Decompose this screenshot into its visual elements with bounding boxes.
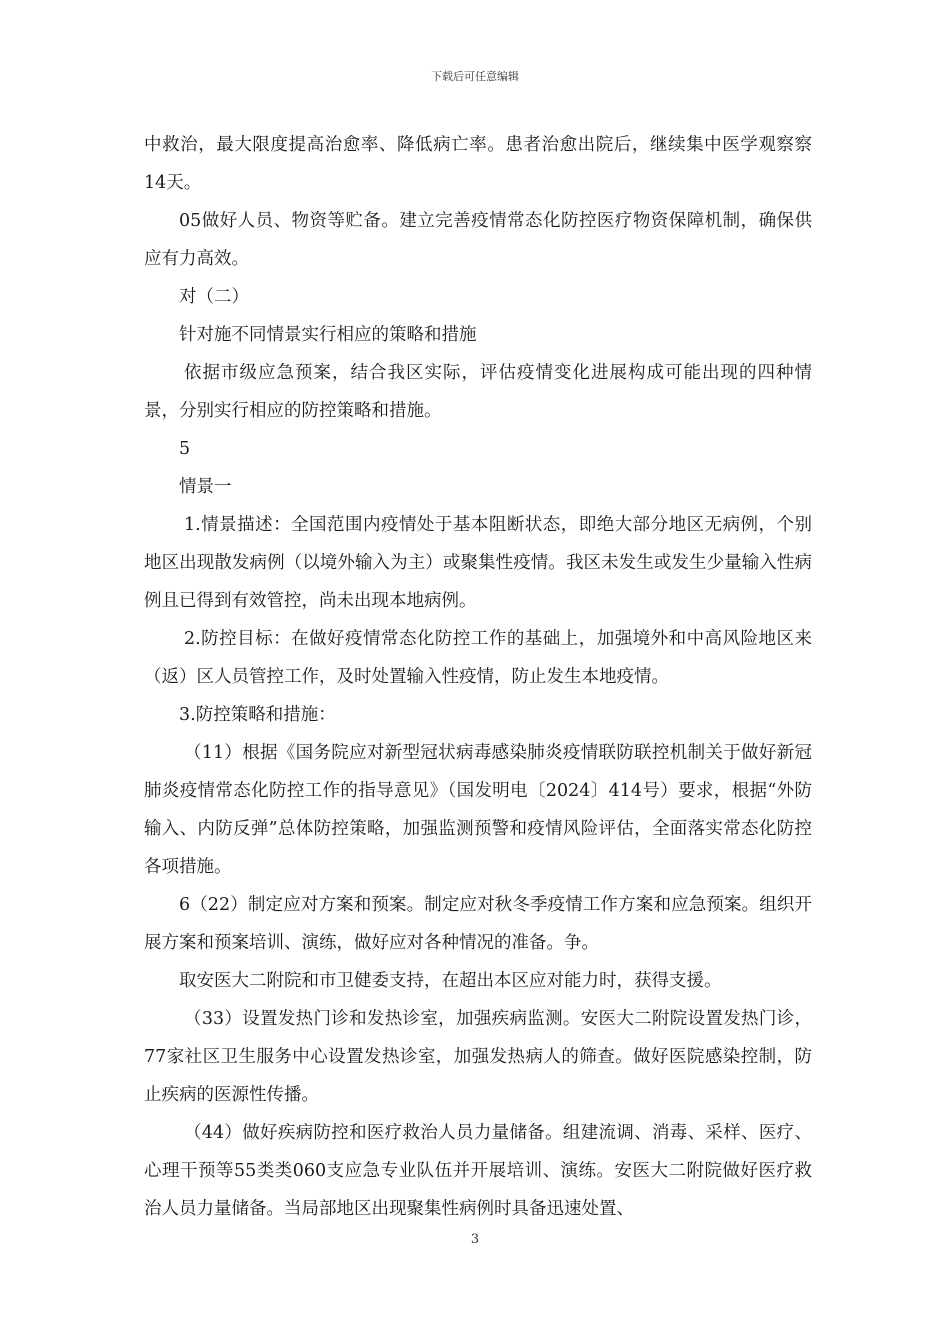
paragraph-2: 05做好人员、物资等贮备。建立完善疫情常态化防控医疗物资保障机制，确保供应有力高效。 [144,211,812,269]
measure-1: （11）根据《国务院应对新型冠状病毒感染肺炎疫情联防联控机制关于做好新冠肺炎疫情常态化防控工作的指导意见》（国发明电〔2024〕414号）要求，根据“外防输入、内防反弹”总体防控策略，加强监测预警和疫情风险评估，全面落实常态化防控各项措施。 [144,743,812,877]
scenario-title: 情景一 [179,477,232,497]
page-header: 下载后可任意编辑 [431,70,519,83]
strategy-heading: 3.防控策略和措施： [179,705,336,725]
document-body [144,126,812,1228]
section-heading: 对（二） [179,287,249,307]
scenario-description: 1.情景描述：全国范围内疫情处于基本阻断状态，即绝大部分地区无病例，个别地区出现散发病例（以境外输入为主）或聚集性疫情。我区未发生或发生少量输入性病例且已得到有效管控，尚未出现本地病例。 [144,515,812,611]
section-title: 针对施不同情景实行相应的策略和措施 [179,325,477,345]
prevention-goal: 2.防控目标：在做好疫情常态化防控工作的基础上，加强境外和中高风险地区来（返）区人员管控工作，及时处置输入性疫情，防止发生本地疫情。 [144,629,812,687]
measure-2-continued: 取安医大二附院和市卫健委支持，在超出本区应对能力时，获得支援。 [179,971,722,991]
measure-2: 6（22）制定应对方案和预案。制定应对秋冬季疫情工作方案和应急预案。组织开展方案和预案培训、演练，做好应对各种情况的准备。争。 [144,895,812,953]
measure-4: （44）做好疾病防控和医疗救治人员力量储备。组建流调、消毒、采样、医疗、心理干预等55类类060支应急专业队伍并开展培训、演练。安医大二附院做好医疗救治人员力量储备。当局部地区出现聚集性病例时具备迅速处置、 [144,1123,812,1219]
measure-3: （33）设置发热门诊和发热诊室，加强疾病监测。安医大二附院设置发热门诊，77家社区卫生服务中心设置发热诊室，加强发热病人的筛查。做好医院感染控制，防止疾病的医源性传播。 [144,1009,812,1105]
paragraph-number: 5 [179,439,191,459]
paragraph-1: 中救治，最大限度提高治愈率、降低病亡率。患者治愈出院后，继续集中医学观察察14天。 [144,135,812,193]
page-number: 3 [470,1232,480,1247]
paragraph-intro: 依据市级应急预案，结合我区实际，评估疫情变化进展构成可能出现的四种情景，分别实行相应的防控策略和措施。 [144,363,812,421]
